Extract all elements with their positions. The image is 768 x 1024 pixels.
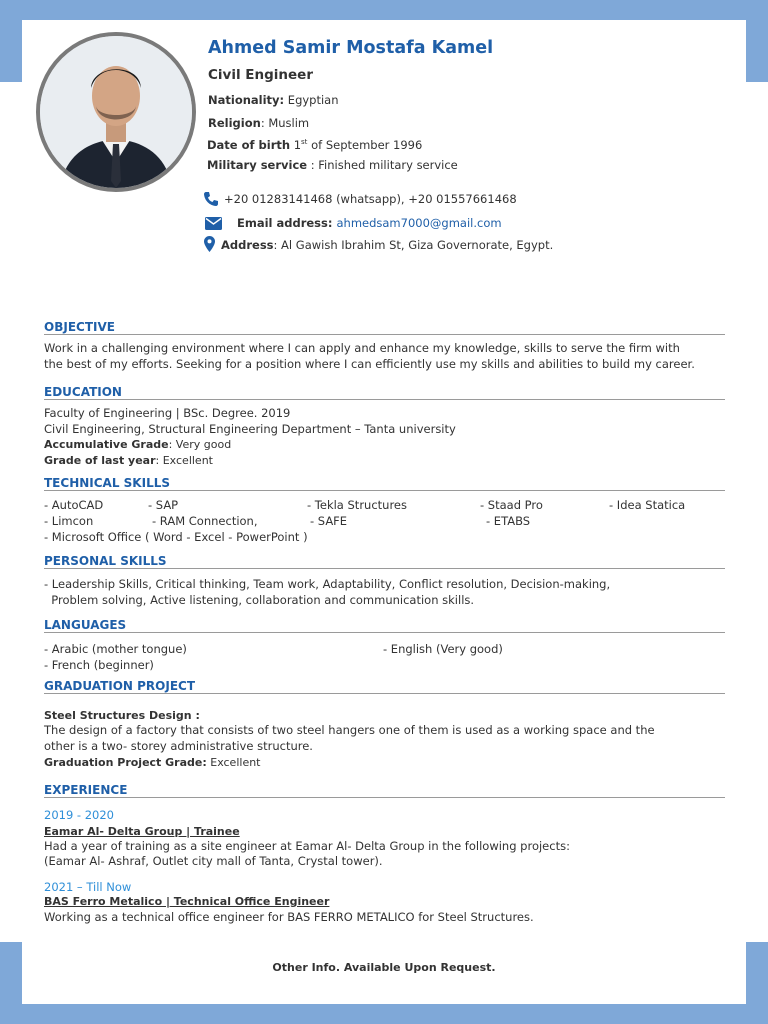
- personal-skills-line: - Leadership Skills, Critical thinking, Team work, Adaptability, Conflict resolution, Decision-making,: [44, 577, 611, 591]
- frame-corner: [746, 942, 768, 1024]
- address-row: [221, 238, 553, 252]
- candidate-name: Ahmed Samir Mostafa Kamel: [208, 38, 494, 58]
- job-description: (Eamar Al- Ashraf, Outlet city mall of Tanta, Crystal tower).: [44, 854, 383, 868]
- location-icon: [204, 236, 215, 252]
- skill-item: - AutoCAD: [44, 498, 104, 512]
- skill-item: - SAP: [148, 498, 179, 512]
- frame-corner: [0, 0, 22, 82]
- email-row: [237, 216, 502, 230]
- education-degree: Faculty of Engineering | BSc. Degree. 2019: [44, 406, 291, 420]
- frame-corner: [746, 0, 768, 82]
- section-title: EDUCATION: [44, 385, 122, 399]
- profile-photo: [36, 32, 196, 192]
- project-description: The design of a factory that consists of two steel hangers one of them is used as a working space and the: [44, 723, 655, 737]
- accumulative-grade: [44, 438, 231, 451]
- job-company: Eamar Al- Delta Group | Trainee: [44, 825, 240, 838]
- dob-day: 1: [290, 138, 302, 152]
- nationality-label: Nationality:: [208, 93, 285, 107]
- skill-item: - Limcon: [44, 514, 94, 528]
- job-title: Civil Engineer: [208, 67, 313, 83]
- grade-value: Excellent: [206, 756, 261, 769]
- skill-item: - Staad Pro: [480, 498, 543, 512]
- military-row: [207, 158, 458, 172]
- religion-row: [208, 116, 309, 130]
- section-objective: [44, 320, 725, 335]
- skill-item: - Tekla Structures: [307, 498, 407, 512]
- address-value: : Al Gawish Ibrahim St, Giza Governorate, Egypt.: [273, 238, 554, 252]
- objective-line: the best of my efforts. Seeking for a position where I can efficiently use my skills and abilities to build my career.: [44, 357, 695, 371]
- skill-item: - ETABS: [486, 514, 531, 528]
- section-education: [44, 385, 725, 400]
- email-icon: [205, 217, 222, 230]
- nationality-value: Egyptian: [284, 93, 339, 107]
- job-description: Working as a technical office engineer for BAS FERRO METALICO for Steel Structures.: [44, 910, 534, 924]
- section-graduation-project: [44, 679, 725, 694]
- grade-value: : Very good: [168, 438, 232, 451]
- skill-item: - Idea Statica: [609, 498, 686, 512]
- job-description: Had a year of training as a site engineer at Eamar Al- Delta Group in the following projects:: [44, 839, 570, 853]
- section-experience: [44, 783, 725, 798]
- military-value: : Finished military service: [307, 158, 458, 172]
- job-dates: 2019 - 2020: [44, 808, 114, 822]
- section-title: TECHNICAL SKILLS: [44, 476, 170, 490]
- section-languages: [44, 618, 725, 633]
- section-title: PERSONAL SKILLS: [44, 554, 167, 568]
- section-title: OBJECTIVE: [44, 320, 115, 334]
- section-personal-skills: [44, 554, 725, 569]
- section-title: LANGUAGES: [44, 618, 127, 632]
- project-subtitle: Steel Structures Design :: [44, 709, 200, 722]
- objective-line: Work in a challenging environment where I can apply and enhance my knowledge, skills to serve the firm with: [44, 341, 680, 355]
- language-item: - Arabic (mother tongue): [44, 642, 187, 656]
- grade-label: Graduation Project Grade:: [44, 756, 207, 769]
- grade-label: Grade of last year: [44, 454, 156, 467]
- job-dates: 2021 – Till Now: [44, 880, 132, 894]
- nationality-row: [208, 93, 339, 107]
- project-description: other is a two- storey administrative structure.: [44, 739, 313, 753]
- job-company: BAS Ferro Metalico | Technical Office Engineer: [44, 895, 330, 908]
- religion-value: : Muslim: [260, 116, 310, 130]
- footer-note: Other Info. Available Upon Request.: [272, 961, 496, 974]
- grade-label: Accumulative Grade: [44, 438, 169, 451]
- military-label: Military service: [207, 158, 308, 172]
- personal-skills-line: Problem solving, Active listening, collaboration and communication skills.: [44, 593, 475, 607]
- skill-item: - RAM Connection,: [152, 514, 258, 528]
- frame-corner: [0, 942, 22, 1024]
- grade-value: : Excellent: [155, 454, 213, 467]
- dob-value: of September 1996: [307, 138, 423, 152]
- frame-bottom-bar: [0, 1004, 768, 1024]
- language-item: - English (Very good): [383, 642, 503, 656]
- last-year-grade: [44, 454, 213, 467]
- email-link[interactable]: ahmedsam7000@gmail.com: [336, 216, 502, 230]
- skill-item: - Microsoft Office ( Word - Excel - PowerPoint ): [44, 530, 308, 544]
- email-label: Email address:: [237, 216, 337, 230]
- section-title: GRADUATION PROJECT: [44, 679, 196, 693]
- dob-suffix: st: [301, 138, 308, 147]
- section-technical-skills: [44, 476, 725, 491]
- address-label: Address: [221, 238, 274, 252]
- skill-item: - SAFE: [310, 514, 348, 528]
- project-grade: [44, 756, 261, 769]
- phone-icon: [203, 191, 219, 207]
- section-title: EXPERIENCE: [44, 783, 128, 797]
- language-item: - French (beginner): [44, 658, 154, 672]
- education-department: Civil Engineering, Structural Engineering Department – Tanta university: [44, 422, 456, 436]
- dob-row: [207, 138, 422, 152]
- phone-numbers: +20 01283141468 (whatsapp), +20 01557661468: [224, 192, 517, 206]
- religion-label: Religion: [208, 116, 261, 130]
- dob-label: Date of birth: [207, 138, 291, 152]
- frame-top-bar: [0, 0, 768, 20]
